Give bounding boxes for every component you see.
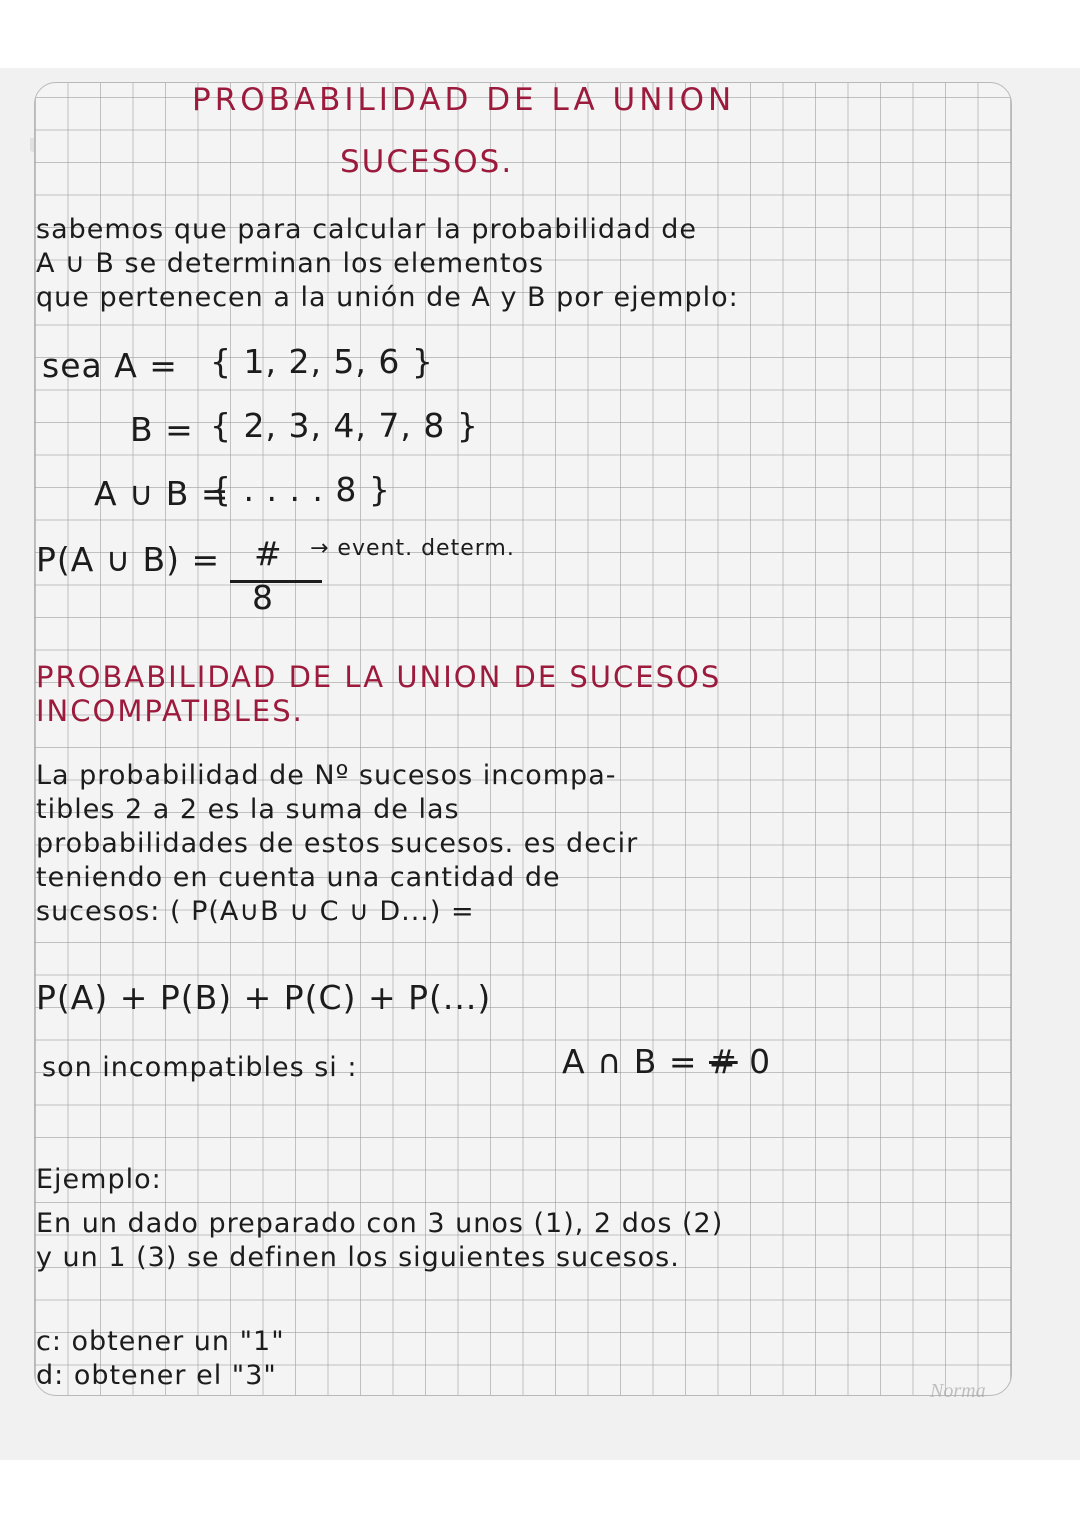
set-b-label: B = xyxy=(130,410,194,449)
set-union-label: A ∪ B = xyxy=(94,474,230,513)
body-line-1: La probabilidad de Nº sucesos incompa- xyxy=(36,760,617,791)
condition-result: 0 xyxy=(749,1042,772,1081)
body-line-3: probabilidades de estos sucesos. es decir xyxy=(36,828,639,859)
grid-paper xyxy=(34,82,1012,1396)
event-d: d: obtener el "3" xyxy=(36,1360,277,1391)
probability-label: P(A ∪ B) = xyxy=(36,540,221,579)
set-union-value: { . . . . 8 } xyxy=(210,470,391,509)
intro-line-2: A ∪ B se determinan los elementos xyxy=(36,248,545,279)
struck-symbol: # xyxy=(709,1042,738,1081)
event-c: c: obtener un "1" xyxy=(36,1326,285,1357)
body-line-4: teniendo en cuenta una cantidad de xyxy=(36,862,561,893)
intro-line-3: que pertenecen a la unión de A y B por ejemplo: xyxy=(36,282,739,313)
norma-logo: Norma xyxy=(930,1380,986,1402)
probability-numerator: # xyxy=(254,534,283,573)
condition-formula xyxy=(562,1042,771,1081)
condition-label: son incompatibles si : xyxy=(42,1052,358,1083)
probability-denominator: 8 xyxy=(252,578,274,617)
set-a-label: sea A = xyxy=(42,346,178,385)
set-b-value: { 2, 3, 4, 7, 8 } xyxy=(210,406,479,445)
body-line-2: tibles 2 a 2 es la suma de las xyxy=(36,794,460,825)
intro-line-1: sabemos que para calcular la probabilidad de xyxy=(36,214,698,245)
fraction-bar xyxy=(230,580,322,583)
section1-title-line1: PROBABILIDAD DE LA UNION xyxy=(192,82,736,118)
condition-formula-text: A ∩ B = xyxy=(562,1042,698,1081)
example-line-2: y un 1 (3) se definen los siguientes sucesos. xyxy=(36,1242,680,1273)
set-a-value: { 1, 2, 5, 6 } xyxy=(210,342,434,381)
section2-title-line1: PROBABILIDAD DE LA UNION DE SUCESOS xyxy=(36,660,722,694)
section1-title-line2: SUCESOS. xyxy=(340,144,514,180)
section2-title-line2: INCOMPATIBLES. xyxy=(36,694,304,728)
probability-note: → event. determ. xyxy=(310,536,515,561)
body-line-5: sucesos: ( P(A∪B ∪ C ∪ D...) = xyxy=(36,896,475,927)
example-line-1: En un dado preparado con 3 unos (1), 2 dos (2) xyxy=(36,1208,724,1239)
example-label: Ejemplo: xyxy=(36,1164,162,1195)
sum-formula: P(A) + P(B) + P(C) + P(...) xyxy=(36,978,492,1017)
